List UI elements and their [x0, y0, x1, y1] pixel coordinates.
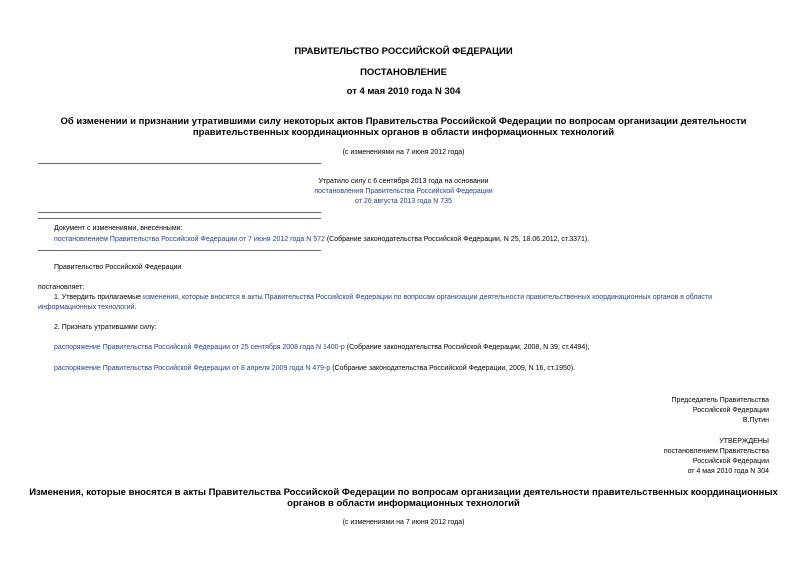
item-1-link[interactable]: изменения, которые вносятся в акты Правительства Российской Федерации по вопросам организации деятельности правительственных координационных органов в области [142, 294, 713, 301]
item-1 [54, 293, 769, 303]
divider [38, 218, 321, 219]
signature-title: Председатель Правительства [671, 397, 769, 404]
signature-org: Российской Федерации [692, 407, 769, 414]
approved-by: постановлением Правительства [663, 448, 769, 455]
item-1-link-cont[interactable]: информационных технологий [38, 304, 135, 311]
amendment-source: (Собрание законодательства Российской Федерации, N 25, 18.06.2012, ст.3371). [324, 236, 590, 243]
divider [38, 250, 321, 251]
government-heading: ПРАВИТЕЛЬСТВО РОССИЙСКОЙ ФЕДЕРАЦИИ [294, 46, 513, 57]
document-date-number: от 4 мая 2010 года N 304 [346, 86, 461, 97]
order-1-link[interactable]: распоряжение Правительства Российской Федерации от 25 сентября 2008 года N 1400-р [54, 344, 345, 351]
item-1-prefix: 1. Утвердить прилагаемые [54, 294, 143, 301]
resolves: постановляет: [38, 284, 85, 291]
amendments-line [54, 235, 784, 245]
item-1-suffix: . [134, 304, 137, 311]
lost-force-link-line2[interactable]: от 26 августа 2013 года N 735 [355, 198, 452, 205]
annex-title-line2: органов в области информационных технологий [287, 498, 520, 509]
document-type: ПОСТАНОВЛЕНИЕ [360, 67, 447, 78]
order-2-source: (Собрание законодательства Российской Федерации, 2009, N 16, ст.1950). [330, 365, 576, 372]
document-title-line1: Об изменении и признании утратившими силу некоторых актов Правительства Российской Федерации по вопросам организации деятельности [60, 116, 747, 127]
approved-heading: УТВЕРЖДЕНЫ [719, 438, 769, 445]
divider [38, 212, 321, 213]
lost-force-text: Утратило силу с 6 сентября 2013 года на основании [318, 178, 489, 185]
annex-amended-note: (с изменениями на 7 июня 2012 года) [342, 519, 465, 526]
issuer: Правительство Российской Федерации [54, 264, 182, 271]
document-title-line2: правительственных координационных органов в области информационных технологий [192, 127, 615, 138]
order-2-link[interactable]: распоряжение Правительства Российской Федерации от 8 апреля 2009 года N 479-р [54, 365, 331, 372]
item-1-continued [38, 303, 136, 313]
approved-org: Российской Федерации [692, 458, 769, 465]
signature-name: В.Путин [742, 417, 769, 424]
repealed-order-1 [54, 343, 590, 353]
approved-date: от 4 мая 2010 года N 304 [687, 468, 769, 475]
amended-note: (с изменениями на 7 июня 2012 года) [342, 149, 465, 156]
amendments-intro: Документ с изменениями, внесенными: [54, 225, 183, 232]
item-2: 2. Признать утратившими силу: [54, 324, 157, 331]
divider [38, 163, 321, 164]
lost-force-link-line1[interactable]: постановления Правительства Российской Федерации [314, 188, 493, 195]
amendment-link[interactable]: постановлением Правительства Российской Федерации от 7 июня 2012 года N 572 [54, 236, 325, 243]
order-1-source: (Собрание законодательства Российской Федерации, 2008, N 39, ст.4494); [344, 344, 590, 351]
repealed-order-2 [54, 364, 575, 374]
annex-title-line1: Изменения, которые вносятся в акты Правительства Российской Федерации по вопросам организации деятельности правительственных координационных [29, 487, 778, 498]
